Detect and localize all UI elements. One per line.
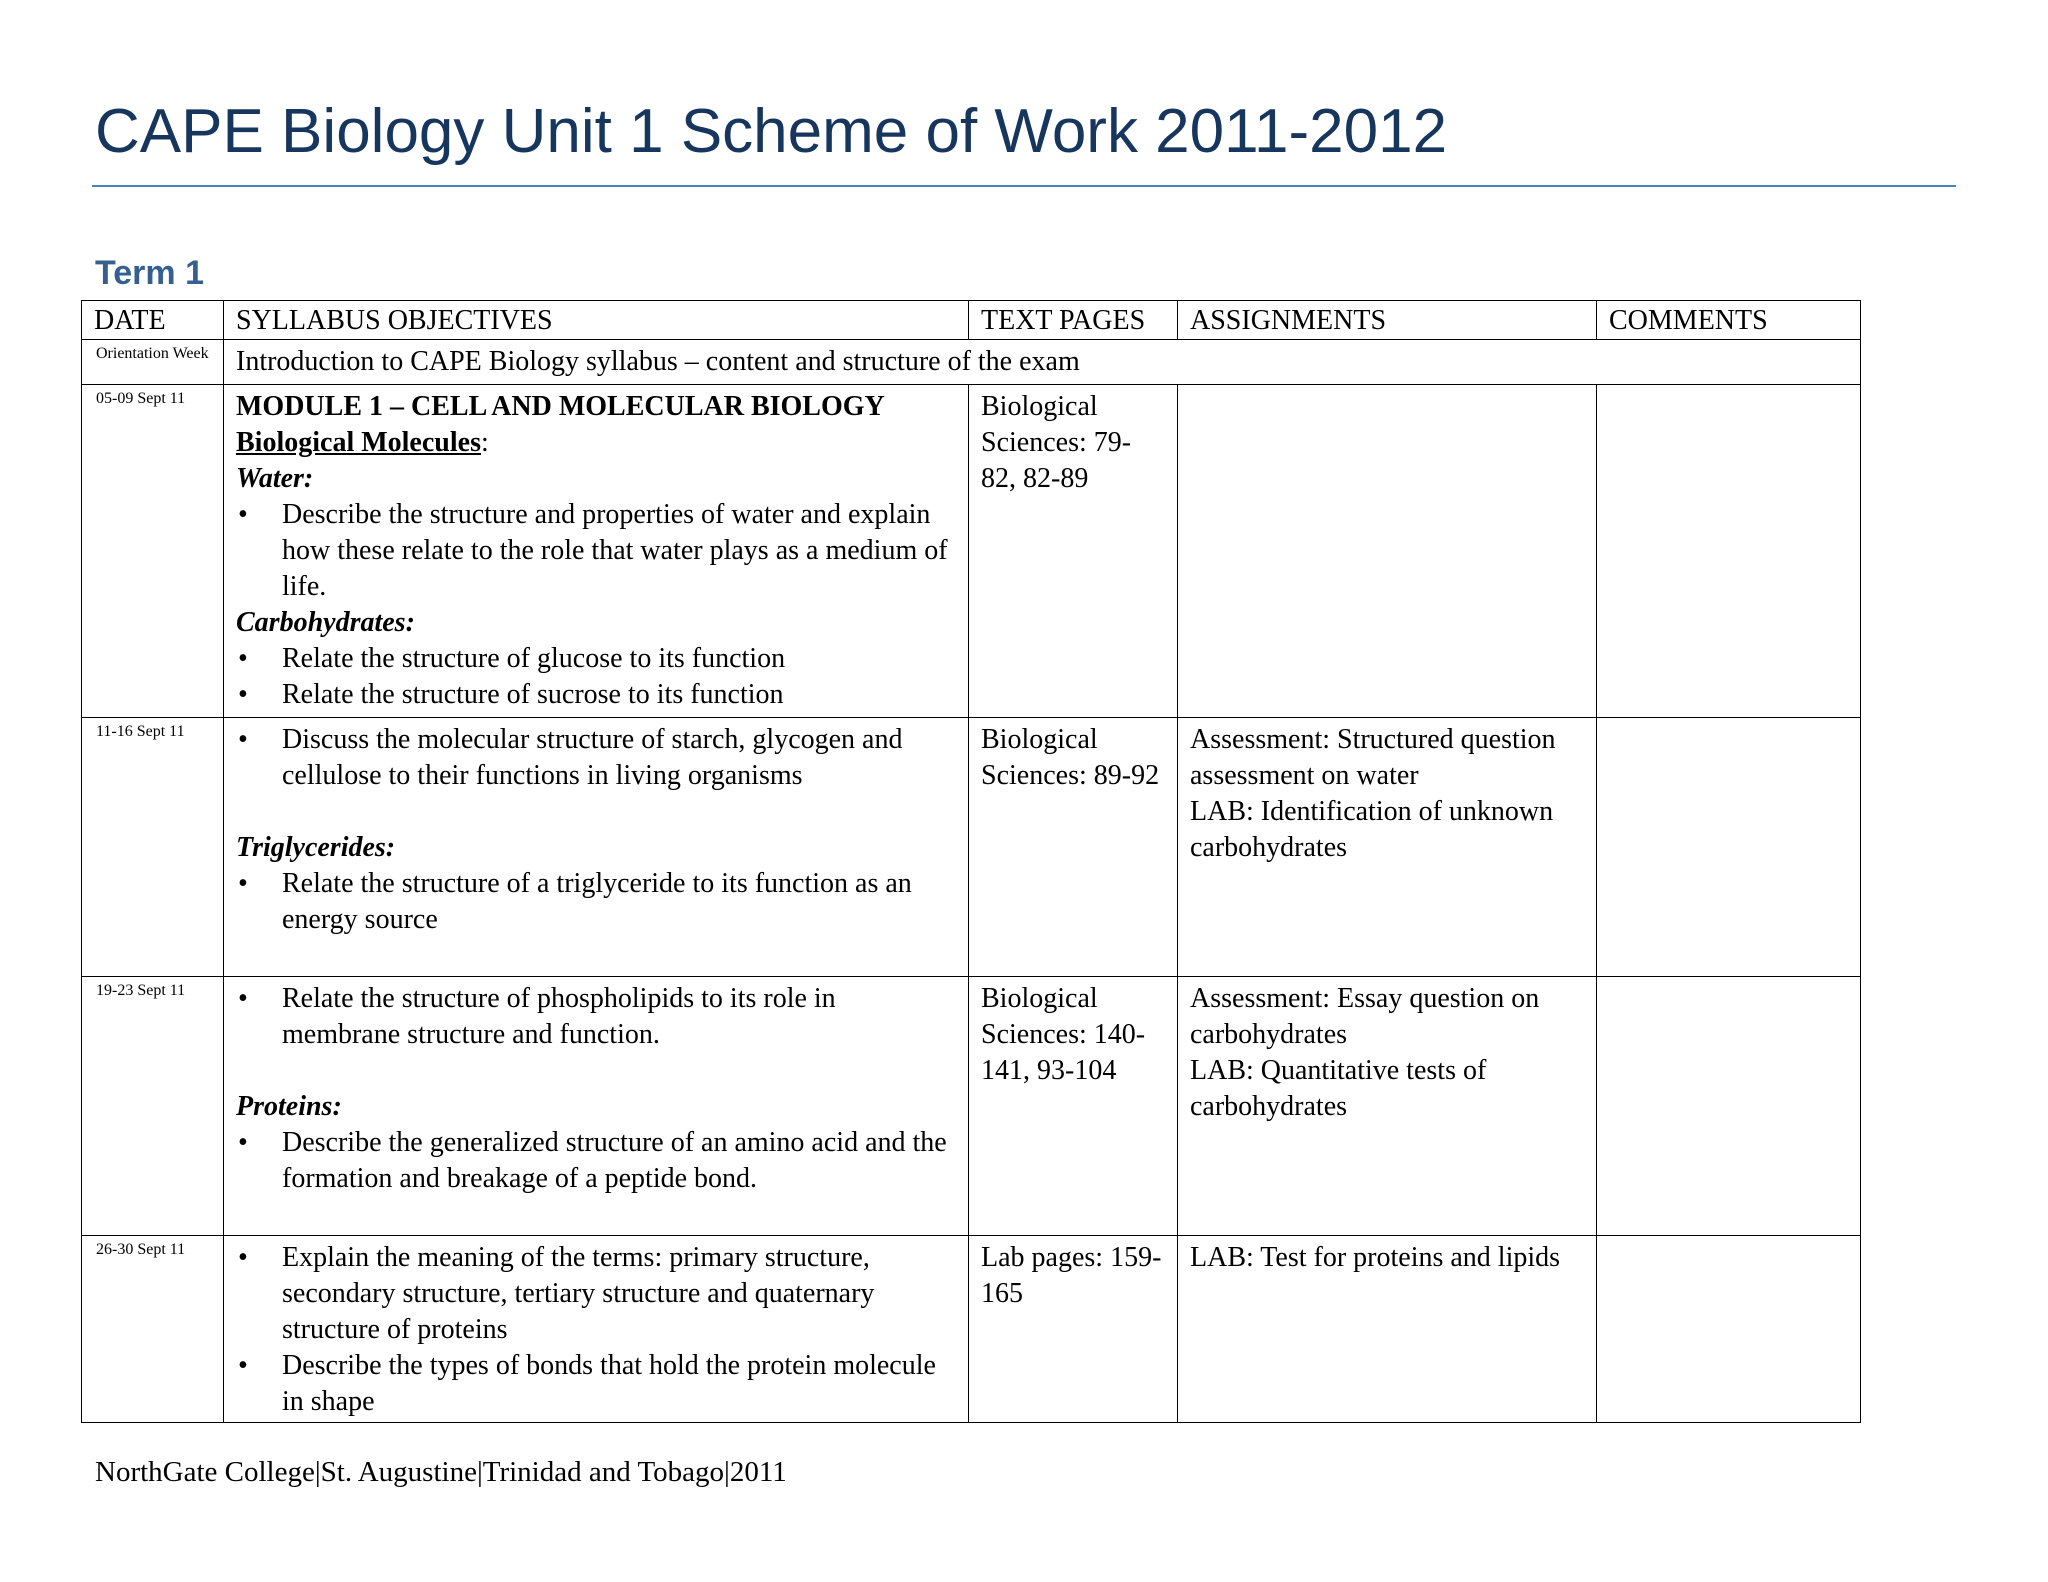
header-text-pages: TEXT PAGES [969,301,1178,340]
term-heading: Term 1 [95,254,204,292]
row-assignments [1178,718,1597,977]
section-title: Biological Molecules [236,427,481,458]
row-assignments [1178,1236,1597,1423]
row-date: 05-09 Sept 11 [82,385,224,718]
row-assignments [1178,385,1597,718]
header-comments: COMMENTS [1597,301,1861,340]
document-title: CAPE Biology Unit 1 Scheme of Work 2011-2012 [95,97,1448,166]
objective-list [236,981,956,1053]
objective-list [236,866,956,938]
objective-text: Relate the structure of phospholipids to its role in membrane structure and function. [282,983,836,1050]
bullet-icon: • [238,1242,248,1273]
list-item [236,1125,956,1197]
list-item [236,1240,956,1348]
objective-list [236,641,956,713]
assignment-item: LAB: Test for proteins and lipids [1190,1242,1561,1273]
list-item [236,866,956,938]
objective-text: Relate the structure of sucrose to its function [282,679,784,710]
title-divider [92,185,1956,187]
row-objectives [224,385,969,718]
list-item [236,677,956,713]
assignment-item: LAB: Quantitative tests of carbohydrates [1190,1055,1487,1122]
objective-text: Describe the generalized structure of an amino acid and the formation and breakage of a peptide bond. [282,1127,947,1194]
table-row [82,340,1861,385]
objective-text: Describe the types of bonds that hold the protein molecule in shape [282,1350,936,1417]
row-objectives [224,1236,969,1423]
page-footer: NorthGate College|St. Augustine|Trinidad and Tobago|2011 [95,1456,787,1488]
objective-text: Explain the meaning of the terms: primary structure, secondary structure, tertiary structure and quaternary structure of proteins [282,1242,875,1345]
list-item [236,641,956,677]
section-suffix: : [480,427,489,458]
row-objectives [224,718,969,977]
list-item [236,497,956,605]
row-comments [1597,718,1861,977]
row-comments [1597,385,1861,718]
bullet-icon: • [238,983,248,1014]
topic-heading: Triglycerides: [236,832,396,863]
table-row [82,718,1861,977]
scheme-of-work-table [81,300,1861,1423]
topic-heading: Proteins: [236,1091,342,1122]
row-date: 26-30 Sept 11 [82,1236,224,1423]
row-date: 11-16 Sept 11 [82,718,224,977]
objective-text: Describe the structure and properties of water and explain how these relate to the role that water plays as a medium of life. [282,499,948,602]
row-text-pages: Biological Sciences: 79-82, 82-89 [969,385,1178,718]
objective-text: Relate the structure of glucose to its function [282,643,786,674]
bullet-icon: • [238,499,248,530]
objective-list [236,497,956,605]
table-row [82,385,1861,718]
bullet-icon: • [238,1127,248,1158]
assignment-item: Assessment: Structured question assessment on water [1190,724,1556,791]
objective-list [236,1125,956,1197]
header-date: DATE [82,301,224,340]
section-heading [236,425,956,461]
row-date: 19-23 Sept 11 [82,977,224,1236]
header-assignments: ASSIGNMENTS [1178,301,1597,340]
spacer [236,1053,956,1089]
topic-heading: Water: [236,463,314,494]
bullet-icon: • [238,724,248,755]
module-heading: MODULE 1 – CELL AND MOLECULAR BIOLOGY [236,391,885,422]
bullet-icon: • [238,1350,248,1381]
spacer [236,794,956,830]
row-text-pages: Biological Sciences: 140-141, 93-104 [969,977,1178,1236]
header-syllabus-objectives: SYLLABUS OBJECTIVES [224,301,969,340]
table-row [82,1236,1861,1423]
row-intro: Introduction to CAPE Biology syllabus – content and structure of the exam [224,340,1861,385]
list-item [236,1348,956,1420]
objective-text: Discuss the molecular structure of starch, glycogen and cellulose to their functions in living organisms [282,724,903,791]
table-row [82,977,1861,1236]
objective-list [236,1240,956,1420]
row-comments [1597,977,1861,1236]
objective-text: Relate the structure of a triglyceride to its function as an energy source [282,868,912,935]
row-assignments [1178,977,1597,1236]
bullet-icon: • [238,868,248,899]
bullet-icon: • [238,679,248,710]
row-text-pages: Biological Sciences: 89-92 [969,718,1178,977]
row-text-pages: Lab pages: 159-165 [969,1236,1178,1423]
objective-list [236,722,956,794]
bullet-icon: • [238,643,248,674]
topic-heading: Carbohydrates: [236,607,415,638]
row-date: Orientation Week [82,340,224,385]
assignment-item: LAB: Identification of unknown carbohydrates [1190,796,1554,863]
list-item [236,981,956,1053]
assignment-item: Assessment: Essay question on carbohydrates [1190,983,1540,1050]
table-header-row [82,301,1861,340]
list-item [236,722,956,794]
row-comments [1597,1236,1861,1423]
row-objectives [224,977,969,1236]
